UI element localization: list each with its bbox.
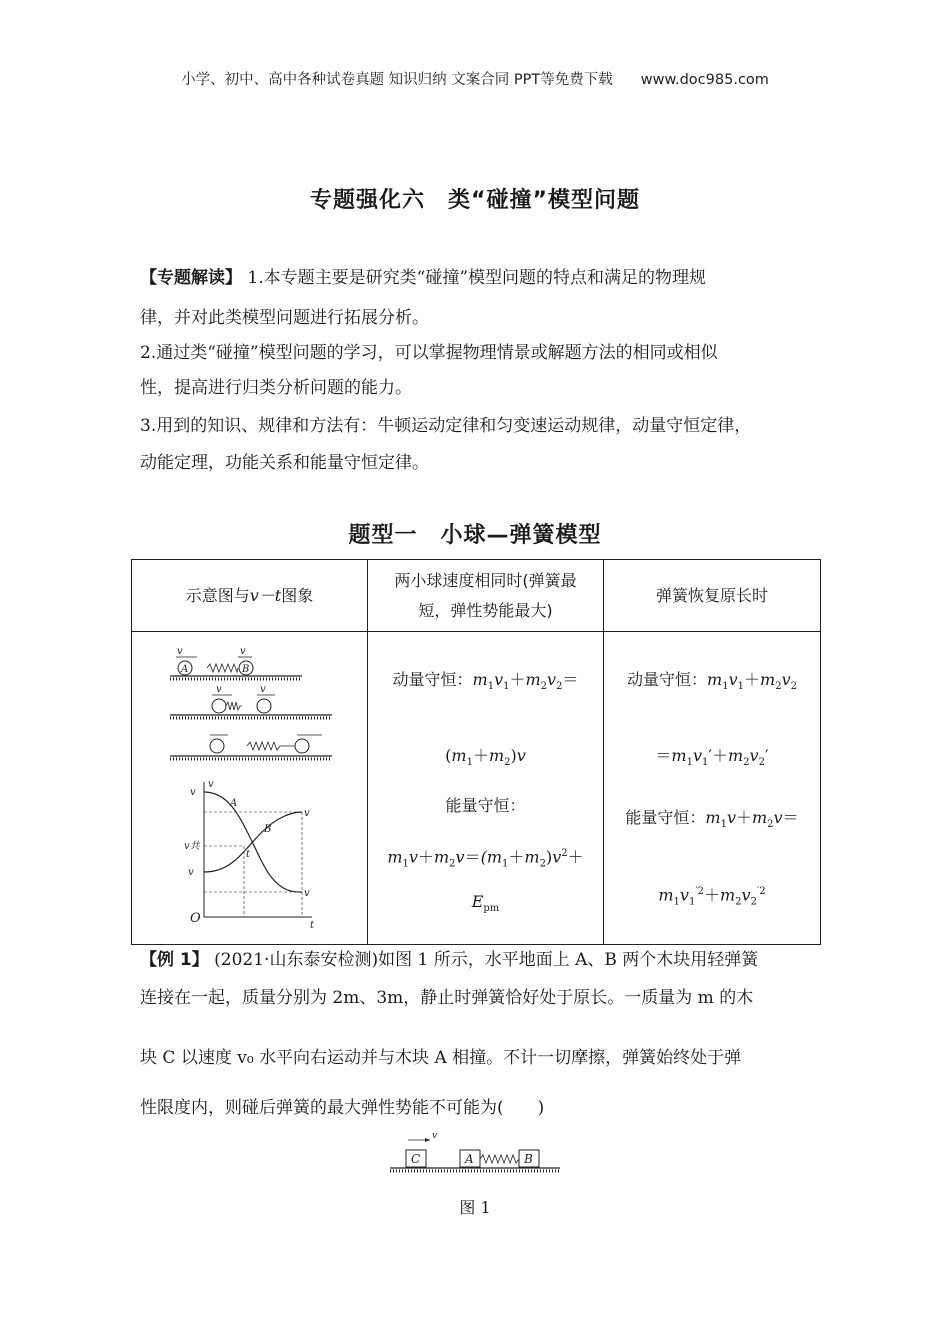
page-header [0, 68, 950, 89]
intro-p3-line2: 动能定理，功能关系和能量守恒定律。 [140, 453, 429, 473]
col2-momentum: 动量守恒：$m_1v_1+m_2v_2=$ [392, 670, 579, 693]
col3-energy-label: 能量守恒： [625, 808, 706, 827]
svg-text:v: v [304, 888, 310, 899]
model-table [131, 559, 821, 945]
intro-p2-line1: 2.通过类“碰撞”模型问题的学习，可以掌握物理情景或解题方法的相同或相似 [140, 343, 718, 363]
svg-text:v: v [216, 684, 222, 695]
example-source: (2021·山东泰安检测) [208, 950, 379, 970]
header-max-compression [368, 560, 604, 632]
svg-text:v: v [188, 867, 194, 878]
example-line-3: 块 C 以速度 v₀ 水平向右运动并与木块 A 相撞。不计一切摩擦，弹簧始终处于弹 [140, 1048, 742, 1068]
header-col1-post: 图象 [281, 585, 314, 605]
axis-v-label: v [208, 779, 214, 790]
intro-label: 【专题解读】 [140, 268, 242, 288]
header-text: 小学、初中、高中各种试卷真题 知识归纳 文案合同 PPT等免费下载 [181, 72, 613, 88]
col2-momentum-rhs: $(m_1+m_2)v$ [445, 746, 526, 769]
spring [207, 664, 238, 672]
header-col2-line2: 短，弹性势能最大) [418, 600, 553, 620]
page-title: 专题强化六 类“碰撞”模型问题 [310, 188, 640, 213]
header-site[interactable]: www.doc985.com [640, 72, 769, 88]
figure-caption: 图 1 [459, 1198, 491, 1217]
col2-momentum-label: 动量守恒： [392, 670, 473, 689]
max-compression-cell [368, 632, 604, 945]
header-diagram [132, 560, 368, 632]
ball-b-label: B [242, 664, 250, 675]
header-original-length: 弹簧恢复原长时 [604, 560, 821, 632]
header-col1-pre: 示意图与 [185, 585, 250, 605]
svg-text:A: A [230, 798, 238, 809]
block-a-label: A [465, 1152, 474, 1166]
svg-text:v: v [260, 684, 266, 695]
col2-epm: $E_{pm}$ [471, 892, 500, 915]
example-line-2: 连接在一起，质量分别为 2m、3m，静止时弹簧恰好处于原长。一质量为 m 的木 [140, 988, 754, 1008]
v0-label: v [432, 1131, 438, 1141]
v-common-label: v共 [184, 841, 200, 852]
origin-label: O [190, 911, 201, 926]
svg-text:v: v [304, 808, 310, 819]
col2-energy-eq: $m_1v+m_2v=(m_1+m_2)v^2+$ [387, 847, 584, 870]
section-title: 题型一 小球—弹簧模型 [348, 523, 602, 548]
v2-label: v [240, 646, 246, 657]
figure-1 [388, 1128, 563, 1176]
intro-p2-line2: 性，提高进行归类分析问题的能力。 [140, 378, 412, 398]
block-c-label: C [411, 1152, 421, 1166]
figure-spring [480, 1155, 519, 1163]
col2-energy-label: 能量守恒： [445, 796, 526, 815]
col3-momentum-label: 动量守恒： [627, 670, 708, 689]
svg-text:v: v [190, 787, 196, 798]
intro-p1-text: 1.本专题主要是研究类“碰撞”模型问题的特点和满足的物理规 [242, 268, 707, 288]
v1-label: v [177, 646, 183, 657]
col3-energy: 能量守恒：$m_1v+m_2v=$ [625, 808, 799, 831]
header-col1-var: v－t [249, 585, 282, 605]
example-line-4: 性限度内，则碰后弹簧的最大弹性势能不可能为( ) [140, 1098, 545, 1118]
t1-label: t [246, 849, 251, 860]
curve-b [204, 812, 302, 872]
diagram-cell [132, 632, 368, 945]
intro-p1-line2: 律，并对此类模型问题进行拓展分析。 [140, 308, 429, 328]
original-length-cell [604, 632, 821, 945]
col3-momentum: 动量守恒：$m_1v_1+m_2v_2$ [627, 670, 797, 693]
ball-a-label: A [181, 664, 189, 675]
header-col2-line1: 两小球速度相同时(弹簧最 [394, 570, 577, 590]
example-label: 【例 1】 [140, 950, 209, 970]
intro-p3-line1: 3.用到的知识、规律和方法有：牛顿运动定律和匀变速运动规律，动量守恒定律， [140, 416, 752, 436]
intro-paragraph-1 [140, 268, 820, 288]
axis-t-label: t [310, 920, 315, 931]
epm-symbol: E [471, 892, 484, 911]
block-b-label: B [524, 1152, 533, 1166]
spring-diagram [132, 632, 366, 943]
example-line-1 [140, 950, 820, 970]
svg-text:B: B [264, 824, 272, 835]
example-line1-rest: 如图 1 所示，水平地面上 A、B 两个木块用轻弹簧 [378, 950, 759, 970]
col3-momentum-rhs: $=m_1v_1'+m_2v_2'$ [655, 746, 769, 769]
col3-energy-rhs: $m_1v_1^{'2}+m_2v_2^{'2}$ [658, 885, 766, 908]
